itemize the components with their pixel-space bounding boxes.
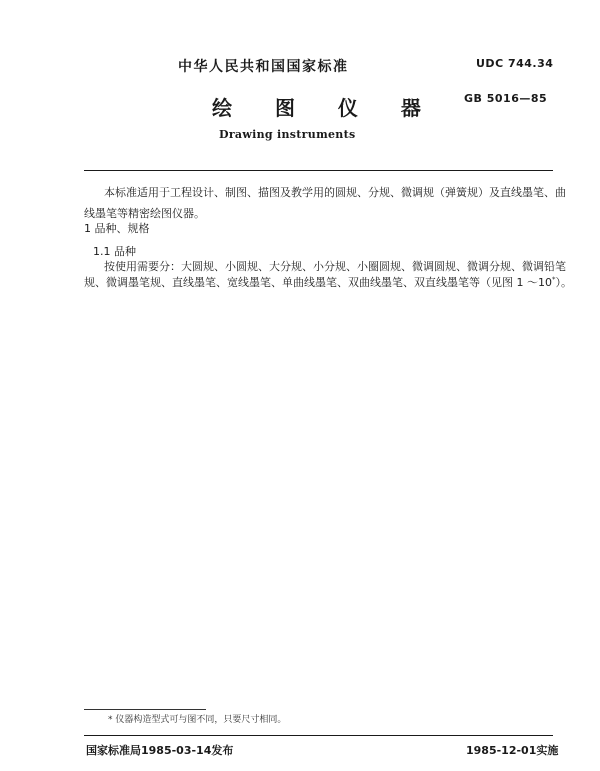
footnote-divider (84, 709, 206, 710)
document-title-english: Drawing instruments (219, 128, 356, 141)
section-1-heading: 1 品种、规格 (84, 222, 150, 235)
footnote: * 仪器构造型式可与图不同，只要尺寸相同。 (108, 715, 287, 725)
section-1-1-line-2-end: ）。 (555, 276, 572, 289)
issue-date: 国家标准局1985-03-14发布 (86, 744, 234, 757)
national-standard-heading: 中华人民共和国国家标准 (178, 59, 349, 75)
intro-paragraph-line-2: 线墨笔等精密绘图仪器。 (84, 207, 205, 220)
intro-paragraph-line-1: 本标准适用于工程设计、制图、描图及教学用的圆规、分规、微调规（弹簧规）及直线墨笔、曲 (104, 186, 566, 199)
section-1-1-heading: 1.1 品种 (93, 245, 136, 258)
gb-standard-number: GB 5016—85 (464, 92, 548, 105)
section-1-1-line-2-text: 规、微调墨笔规、直线墨笔、宽线墨笔、单曲线墨笔、双曲线墨笔、双直线墨笔等（见图 1 ～10 (84, 276, 552, 289)
section-1-1-line-2 (84, 272, 572, 293)
udc-code: UDC 744.34 (476, 57, 554, 70)
implementation-date: 1985-12-01实施 (466, 744, 559, 757)
footnote-marker: * (552, 275, 556, 284)
section-1-1-line-1: 按使用需要分：大圆规、小圆规、大分规、小分规、小圈圆规、微调圆规、微调分规、微调铅笔 (104, 260, 566, 273)
bottom-divider (84, 735, 553, 736)
top-divider (84, 170, 553, 171)
document-title: 绘 图 仪 器 (212, 96, 439, 120)
